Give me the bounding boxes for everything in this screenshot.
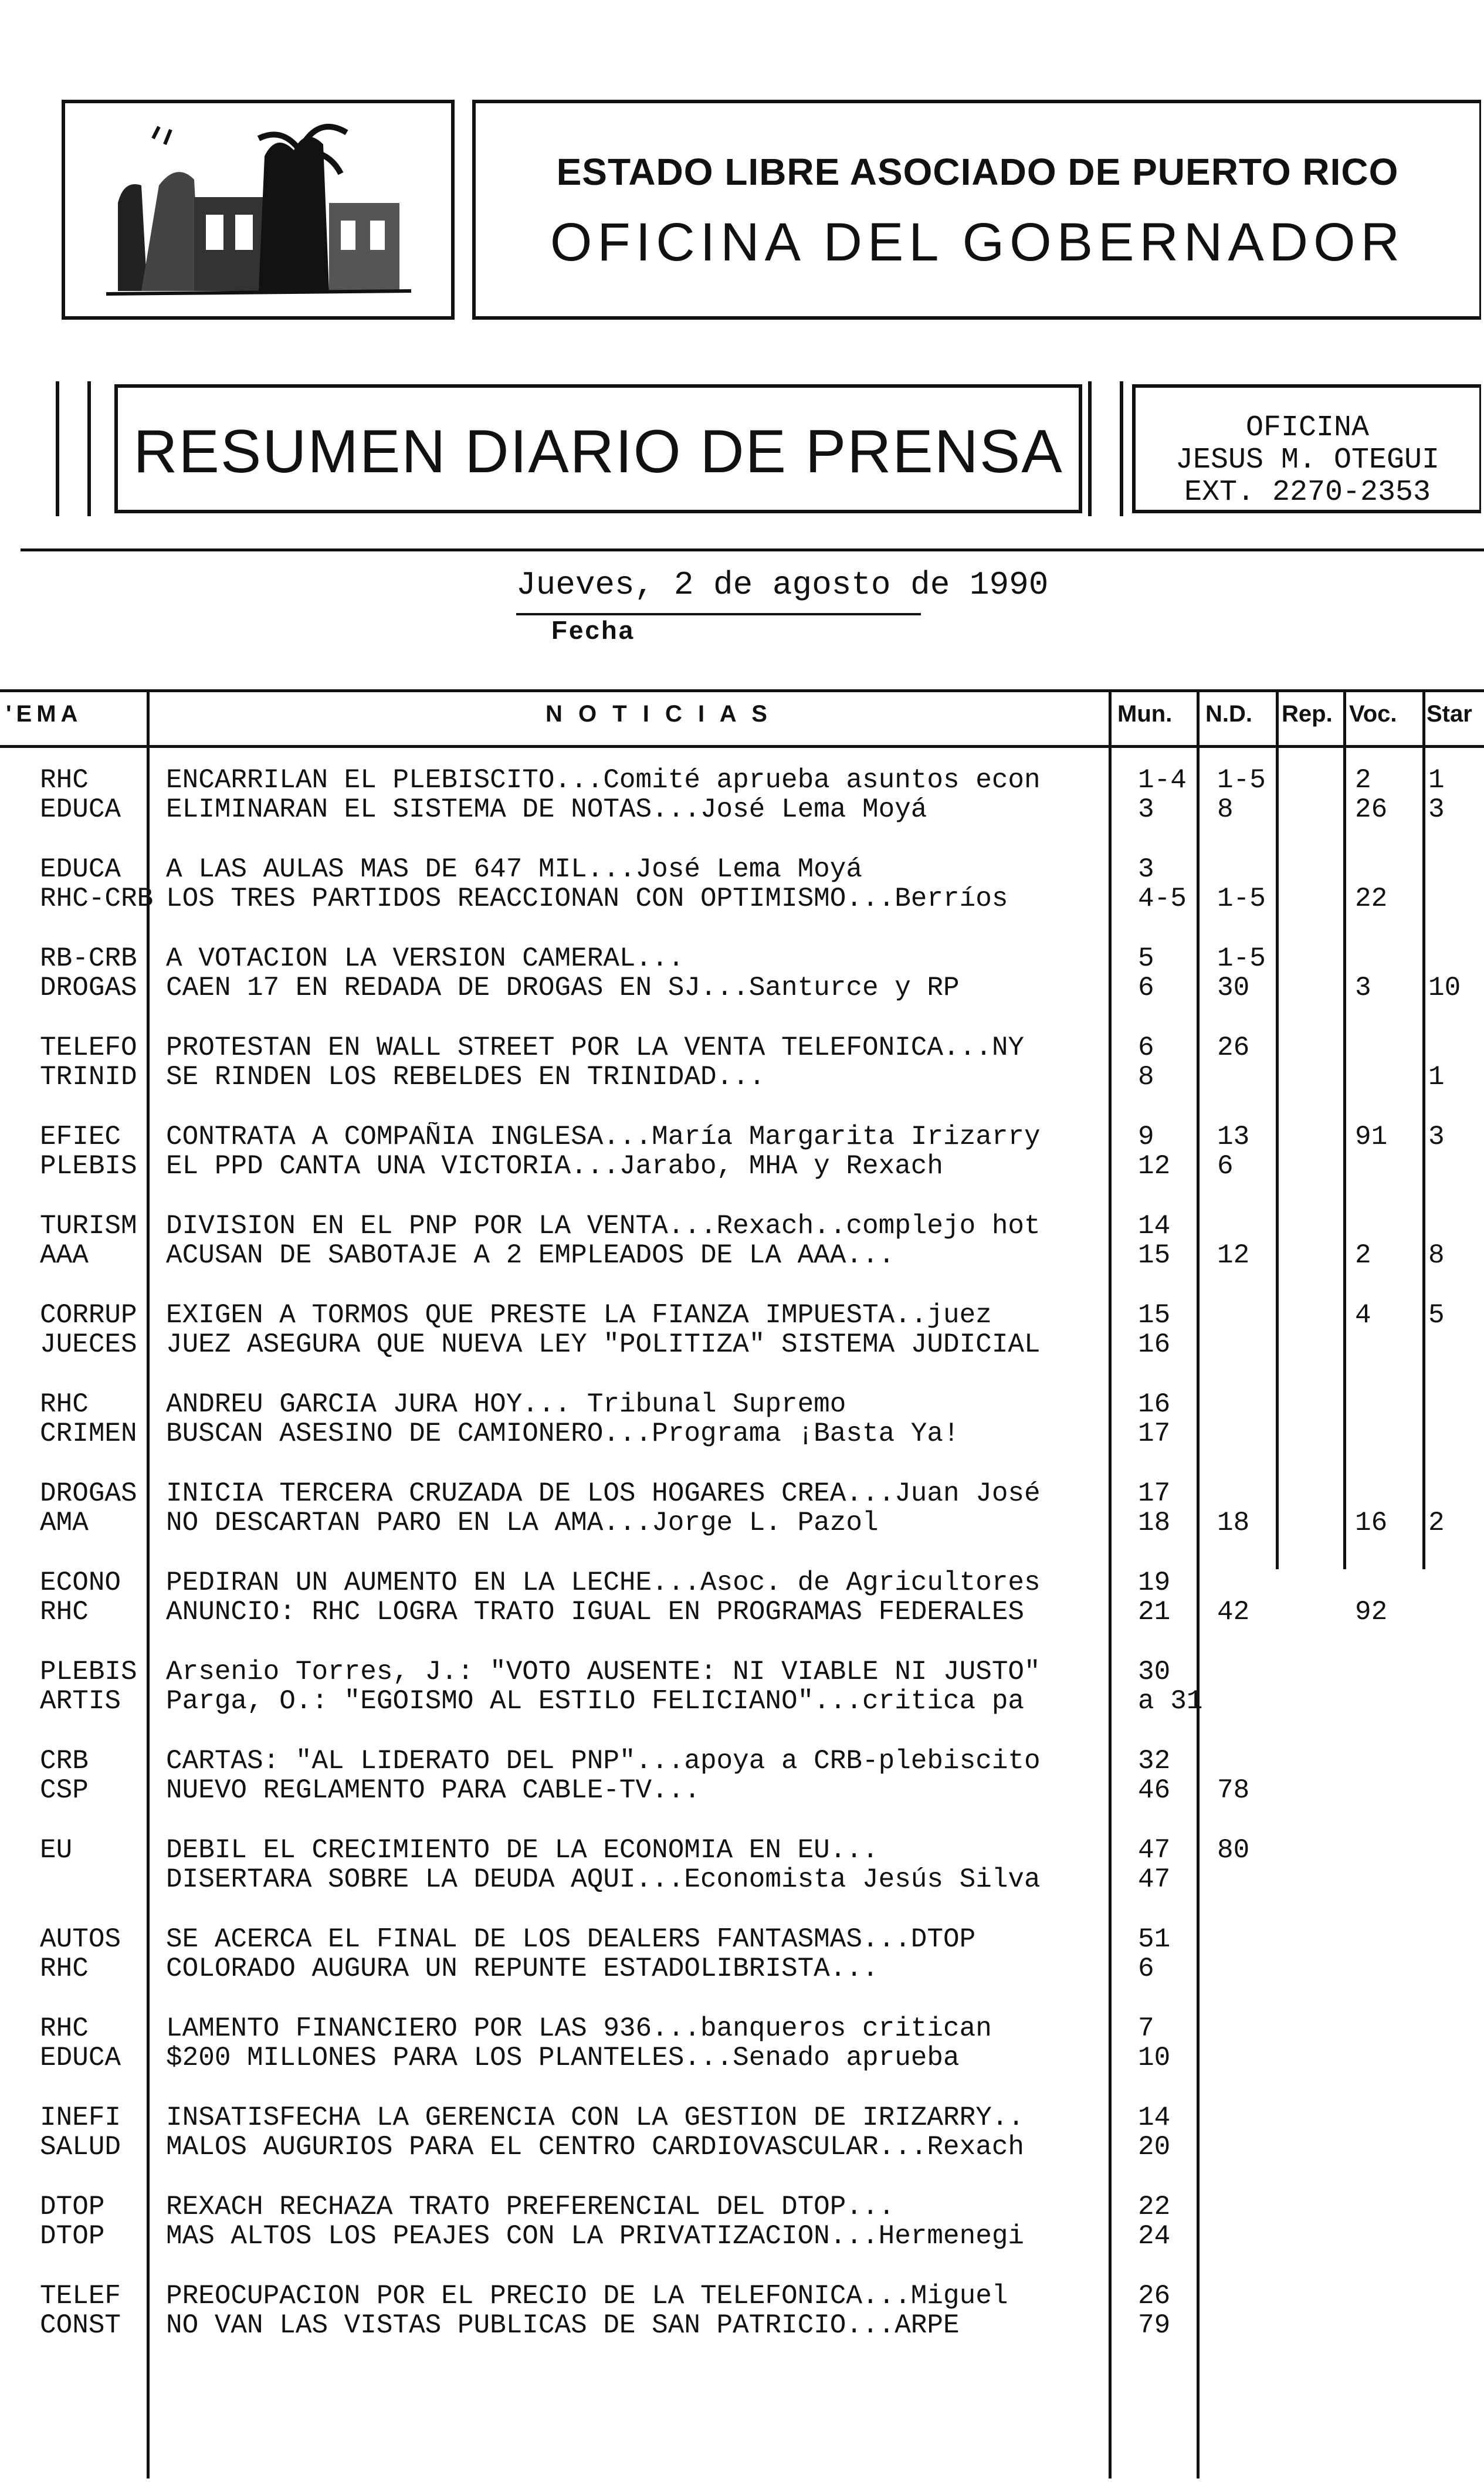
cell-noticia: $200 MILLONES PARA LOS PLANTELES...Senado aprueba xyxy=(166,2043,960,2073)
cell-tema: AMA xyxy=(40,1508,89,1538)
cell-noticia: A VOTACION LA VERSION CAMERAL... xyxy=(166,944,685,973)
cell-tema: ARTIS xyxy=(40,1686,121,1716)
header-voc: Voc. xyxy=(1349,701,1397,727)
header-star: Star xyxy=(1427,701,1472,727)
cell-tema: TURISM xyxy=(40,1211,137,1241)
cell-mun: 9 xyxy=(1138,1122,1154,1152)
date-value: Jueves, 2 de agosto de 1990 xyxy=(516,566,1049,604)
cell-nd: 12 xyxy=(1217,1240,1250,1271)
cell-mun: 17 xyxy=(1138,1418,1171,1449)
header-title-box xyxy=(472,100,1481,320)
cell-mun: 16 xyxy=(1138,1329,1171,1360)
cell-nd: 80 xyxy=(1217,1835,1250,1865)
table-row xyxy=(0,1687,1484,1716)
header-noticias: N O T I C I A S xyxy=(546,701,772,727)
cell-star: 5 xyxy=(1428,1300,1445,1330)
table-row xyxy=(0,1865,1484,1894)
cell-tema: SALUD xyxy=(40,2132,121,2162)
cell-mun: 18 xyxy=(1138,1508,1171,1538)
cell-noticia: SE RINDEN LOS REBELDES EN TRINIDAD... xyxy=(166,1062,765,1092)
cell-mun: 5 xyxy=(1138,943,1154,974)
cell-voc: 4 xyxy=(1355,1300,1371,1330)
table-header-rule xyxy=(0,745,1484,748)
cell-noticia: EXIGEN A TORMOS QUE PRESTE LA FIANZA IMPUESTA..juez xyxy=(166,1301,992,1330)
top-divider xyxy=(21,548,1484,551)
cell-noticia: INSATISFECHA LA GERENCIA CON LA GESTION DE IRIZARRY.. xyxy=(166,2103,1025,2132)
table-row xyxy=(0,2192,1484,2222)
cell-noticia: REXACH RECHAZA TRATO PREFERENCIAL DEL DTOP... xyxy=(166,2192,895,2222)
state-title: ESTADO LIBRE ASOCIADO DE PUERTO RICO xyxy=(556,151,1399,193)
cell-noticia: NO VAN LAS VISTAS PUBLICAS DE SAN PATRICIO...ARPE xyxy=(166,2311,960,2340)
cell-star: 8 xyxy=(1428,1240,1445,1271)
cell-mun: 6 xyxy=(1138,1032,1154,1063)
cell-noticia: CARTAS: "AL LIDERATO DEL PNP"...apoya a CRB-plebiscito xyxy=(166,1746,1041,1776)
table-row xyxy=(0,855,1484,884)
table-row xyxy=(0,1211,1484,1241)
cell-noticia: SE ACERCA EL FINAL DE LOS DEALERS FANTASMAS...DTOP xyxy=(166,1925,976,1954)
cell-mun: 24 xyxy=(1138,2221,1171,2251)
contact-line-2: JESUS M. OTEGUI xyxy=(1175,443,1440,477)
table-row xyxy=(0,1419,1484,1448)
contact-line-1: OFICINA xyxy=(1245,411,1370,445)
cell-noticia: CAEN 17 EN REDADA DE DROGAS EN SJ...Santurce y RP xyxy=(166,973,960,1003)
cell-mun: 19 xyxy=(1138,1567,1171,1598)
cell-mun: 21 xyxy=(1138,1597,1171,1627)
table-row xyxy=(0,1657,1484,1687)
cell-voc: 2 xyxy=(1355,1240,1371,1271)
cell-mun: 46 xyxy=(1138,1775,1171,1806)
table-row xyxy=(0,1597,1484,1627)
cell-voc: 2 xyxy=(1355,765,1371,795)
cell-noticia: COLORADO AUGURA UN REPUNTE ESTADOLIBRISTA... xyxy=(166,1954,879,1983)
cell-mun: 17 xyxy=(1138,1478,1171,1509)
cell-mun: 1-4 xyxy=(1138,765,1187,795)
table-row xyxy=(0,1479,1484,1508)
table-row xyxy=(0,944,1484,973)
header-tema: 'EMA xyxy=(6,701,83,727)
cell-nd: 18 xyxy=(1217,1508,1250,1538)
cell-mun: 15 xyxy=(1138,1300,1171,1330)
header-nd: N.D. xyxy=(1205,701,1252,727)
cell-tema: EDUCA xyxy=(40,794,121,825)
contact-line-3: EXT. 2270-2353 xyxy=(1184,476,1431,509)
cell-noticia: ANDREU GARCIA JURA HOY... Tribunal Supremo xyxy=(166,1390,846,1419)
table-row xyxy=(0,2311,1484,2340)
governor-mansion-logo xyxy=(106,115,411,303)
table-row xyxy=(0,2281,1484,2311)
cell-tema: CRIMEN xyxy=(40,1418,137,1449)
contact-box xyxy=(1132,384,1481,513)
cell-tema: DTOP xyxy=(40,2192,105,2222)
cell-nd: 6 xyxy=(1217,1151,1234,1181)
cell-tema: CORRUP xyxy=(40,1300,137,1330)
cell-noticia: LOS TRES PARTIDOS REACCIONAN CON OPTIMISMO...Berríos xyxy=(166,884,1008,913)
table-row xyxy=(0,1568,1484,1597)
cell-tema: TELEF xyxy=(40,2281,121,2311)
cell-noticia: PROTESTAN EN WALL STREET POR LA VENTA TELEFONICA...NY xyxy=(166,1033,1025,1062)
cell-tema: INEFI xyxy=(40,2102,121,2133)
cell-star: 2 xyxy=(1428,1508,1445,1538)
table-row xyxy=(0,2132,1484,2162)
office-title: OFICINA DEL GOBERNADOR xyxy=(550,212,1405,272)
cell-nd: 26 xyxy=(1217,1032,1250,1063)
cell-noticia: DEBIL EL CRECIMIENTO DE LA ECONOMIA EN EU... xyxy=(166,1836,879,1865)
cell-mun: 10 xyxy=(1138,2043,1171,2073)
table-row xyxy=(0,1746,1484,1776)
cell-star: 1 xyxy=(1428,765,1445,795)
cell-star: 10 xyxy=(1428,973,1461,1003)
cell-tema: RHC-CRB xyxy=(40,883,154,914)
cell-tema: DTOP xyxy=(40,2221,105,2251)
cell-tema: JUECES xyxy=(40,1329,137,1360)
table-row xyxy=(0,1954,1484,1983)
table-row xyxy=(0,1390,1484,1419)
cell-tema: DROGAS xyxy=(40,1478,137,1509)
middle-double-bar xyxy=(1088,381,1123,516)
table-row xyxy=(0,2222,1484,2251)
cell-tema: EDUCA xyxy=(40,854,121,885)
cell-star: 1 xyxy=(1428,1062,1445,1092)
cell-tema: EFIEC xyxy=(40,1122,121,1152)
cell-tema: AAA xyxy=(40,1240,89,1271)
summary-title: RESUMEN DIARIO DE PRENSA xyxy=(133,418,1063,486)
cell-mun: 7 xyxy=(1138,2013,1154,2044)
table-row xyxy=(0,1836,1484,1865)
table-row xyxy=(0,1776,1484,1805)
cell-tema: ECONO xyxy=(40,1567,121,1598)
table-row xyxy=(0,1033,1484,1062)
cell-nd: 78 xyxy=(1217,1775,1250,1806)
cell-mun: 3 xyxy=(1138,794,1154,825)
cell-noticia: LAMENTO FINANCIERO POR LAS 936...banqueros critican xyxy=(166,2014,992,2043)
cell-noticia: Parga, O.: "EGOISMO AL ESTILO FELICIANO"...critica pa xyxy=(166,1687,1025,1716)
cell-noticia: INICIA TERCERA CRUZADA DE LOS HOGARES CREA...Juan José xyxy=(166,1479,1041,1508)
table-row xyxy=(0,2043,1484,2073)
cell-mun: 8 xyxy=(1138,1062,1154,1092)
cell-tema: RHC xyxy=(40,1953,89,1984)
cell-noticia: ANUNCIO: RHC LOGRA TRATO IGUAL EN PROGRAMAS FEDERALES xyxy=(166,1597,1025,1627)
cell-mun: 26 xyxy=(1138,2281,1171,2311)
cell-mun: 6 xyxy=(1138,1953,1154,1984)
table-row xyxy=(0,973,1484,1003)
table-row xyxy=(0,884,1484,913)
cell-noticia: NO DESCARTAN PARO EN LA AMA...Jorge L. Pazol xyxy=(166,1508,879,1538)
cell-tema: RHC xyxy=(40,1389,89,1420)
cell-mun: 14 xyxy=(1138,1211,1171,1241)
summary-title-box xyxy=(114,384,1082,513)
table-row xyxy=(0,766,1484,795)
date-label: Fecha xyxy=(551,616,635,645)
cell-noticia: ELIMINARAN EL SISTEMA DE NOTAS...José Lema Moyá xyxy=(166,795,927,824)
cell-tema: TRINID xyxy=(40,1062,137,1092)
cell-voc: 22 xyxy=(1355,883,1388,914)
table-row xyxy=(0,1062,1484,1092)
cell-nd: 30 xyxy=(1217,973,1250,1003)
table-row xyxy=(0,1241,1484,1270)
cell-noticia: PEDIRAN UN AUMENTO EN LA LECHE...Asoc. de Agricultores xyxy=(166,1568,1041,1597)
cell-voc: 26 xyxy=(1355,794,1388,825)
logo-box xyxy=(62,100,455,320)
cell-nd: 8 xyxy=(1217,794,1234,825)
cell-nd: 42 xyxy=(1217,1597,1250,1627)
cell-mun: 6 xyxy=(1138,973,1154,1003)
cell-mun: 14 xyxy=(1138,2102,1171,2133)
cell-noticia: DISERTARA SOBRE LA DEUDA AQUI...Economista Jesús Silva xyxy=(166,1865,1041,1894)
cell-mun: 32 xyxy=(1138,1746,1171,1776)
cell-noticia: A LAS AULAS MAS DE 647 MIL...José Lema Moyá xyxy=(166,855,862,884)
table-row xyxy=(0,795,1484,824)
cell-noticia: MALOS AUGURIOS PARA EL CENTRO CARDIOVASCULAR...Rexach xyxy=(166,2132,1025,2162)
cell-tema: RHC xyxy=(40,1597,89,1627)
header-rep: Rep. xyxy=(1282,701,1333,727)
cell-mun: a 31 xyxy=(1138,1686,1203,1716)
cell-tema: RHC xyxy=(40,765,89,795)
cell-noticia: CONTRATA A COMPAÑIA INGLESA...María Margarita Irizarry xyxy=(166,1122,1041,1152)
table-row xyxy=(0,2014,1484,2043)
cell-voc: 91 xyxy=(1355,1122,1388,1152)
cell-tema: PLEBIS xyxy=(40,1151,137,1181)
cell-mun: 4-5 xyxy=(1138,883,1187,914)
cell-mun: 20 xyxy=(1138,2132,1171,2162)
cell-mun: 47 xyxy=(1138,1864,1171,1895)
cell-tema: RB-CRB xyxy=(40,943,137,974)
cell-nd: 1-5 xyxy=(1217,943,1266,974)
cell-mun: 3 xyxy=(1138,854,1154,885)
date-underline xyxy=(516,613,921,615)
cell-mun: 79 xyxy=(1138,2310,1171,2341)
cell-star: 3 xyxy=(1428,794,1445,825)
cell-mun: 22 xyxy=(1138,2192,1171,2222)
cell-mun: 12 xyxy=(1138,1151,1171,1181)
cell-tema: EDUCA xyxy=(40,2043,121,2073)
cell-nd: 13 xyxy=(1217,1122,1250,1152)
table-row xyxy=(0,1122,1484,1152)
cell-tema: DROGAS xyxy=(40,973,137,1003)
cell-mun: 16 xyxy=(1138,1389,1171,1420)
cell-voc: 16 xyxy=(1355,1508,1388,1538)
table-row xyxy=(0,1508,1484,1538)
table-row xyxy=(0,1301,1484,1330)
cell-noticia: PREOCUPACION POR EL PRECIO DE LA TELEFONICA...Miguel xyxy=(166,2281,1008,2311)
table-row xyxy=(0,2103,1484,2132)
cell-tema: PLEBIS xyxy=(40,1657,137,1687)
cell-mun: 51 xyxy=(1138,1924,1171,1955)
cell-tema: CONST xyxy=(40,2310,121,2341)
cell-voc: 92 xyxy=(1355,1597,1388,1627)
cell-tema: AUTOS xyxy=(40,1924,121,1955)
cell-noticia: EL PPD CANTA UNA VICTORIA...Jarabo, MHA y Rexach xyxy=(166,1152,944,1181)
cell-nd: 1-5 xyxy=(1217,765,1266,795)
cell-tema: CSP xyxy=(40,1775,89,1806)
cell-noticia: BUSCAN ASESINO DE CAMIONERO...Programa ¡Basta Ya! xyxy=(166,1419,960,1448)
cell-noticia: NUEVO REGLAMENTO PARA CABLE-TV... xyxy=(166,1776,700,1805)
cell-noticia: ACUSAN DE SABOTAJE A 2 EMPLEADOS DE LA AAA... xyxy=(166,1241,895,1270)
left-double-bar xyxy=(56,381,91,516)
cell-noticia: DIVISION EN EL PNP POR LA VENTA...Rexach..complejo hot xyxy=(166,1211,1041,1241)
cell-tema: TELEFO xyxy=(40,1032,137,1063)
header-mun: Mun. xyxy=(1117,701,1173,727)
table-row xyxy=(0,1152,1484,1181)
cell-nd: 1-5 xyxy=(1217,883,1266,914)
cell-voc: 3 xyxy=(1355,973,1371,1003)
table-row xyxy=(0,1925,1484,1954)
cell-noticia: ENCARRILAN EL PLEBISCITO...Comité aprueba asuntos econ xyxy=(166,766,1041,795)
cell-noticia: MAS ALTOS LOS PEAJES CON LA PRIVATIZACION...Hermenegi xyxy=(166,2222,1025,2251)
cell-mun: 47 xyxy=(1138,1835,1171,1865)
cell-tema: RHC xyxy=(40,2013,89,2044)
cell-mun: 30 xyxy=(1138,1657,1171,1687)
cell-mun: 15 xyxy=(1138,1240,1171,1271)
cell-star: 3 xyxy=(1428,1122,1445,1152)
cell-noticia: JUEZ ASEGURA QUE NUEVA LEY "POLITIZA" SISTEMA JUDICIAL xyxy=(166,1330,1041,1359)
table-row xyxy=(0,1330,1484,1359)
cell-tema: CRB xyxy=(40,1746,89,1776)
cell-tema: EU xyxy=(40,1835,73,1865)
table-top-rule xyxy=(0,689,1484,692)
cell-noticia: Arsenio Torres, J.: "VOTO AUSENTE: NI VIABLE NI JUSTO" xyxy=(166,1657,1041,1687)
